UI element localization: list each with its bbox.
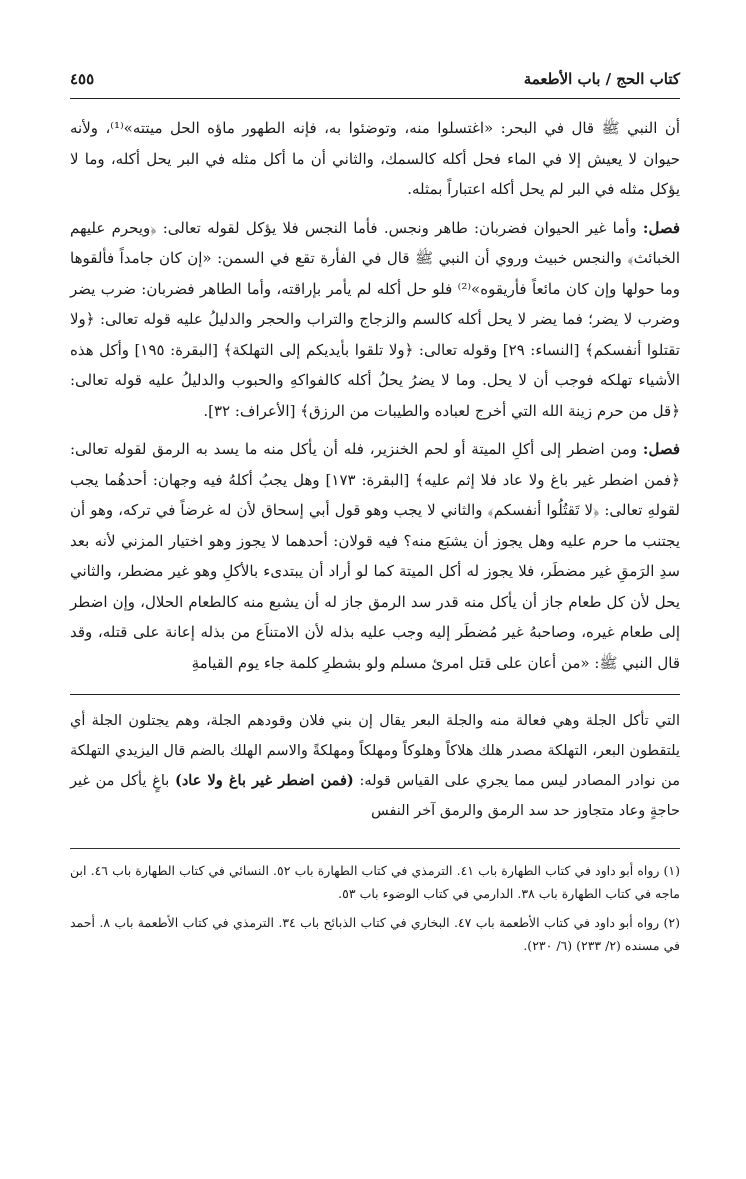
main-text	[70, 113, 680, 678]
commentary-text: باغٍ يأكل من غير حاجةٍ وعاد متجاوز حد سد الرمق والرمق آخر النفس	[70, 773, 680, 819]
running-header	[70, 70, 680, 92]
section-lead: فصل:	[642, 218, 680, 237]
footnote-1: (١) رواه أبو داود في كتاب الطهارة باب ٤١. الترمذي في كتاب الطهارة باب ٥٢. النسائي في كتاب الطهارة باب ٤٦. ابن ماجه في كتاب الطهارة باب ٣٨. الدارمي في كتاب الوضوء باب ٥٣.	[70, 863, 681, 901]
footnote-divider	[70, 848, 680, 849]
paragraph-text: وأما غير الحيوان فضربان: طاهر ونجس. فأما النجس فلا يؤكل لقوله تعالى: ﴿ويحرم عليهم الخبائث﴾ والنجس خبيث وروي أن النبي ﷺ قال في الفأرة تقع في السمن: «إن كان جامداً فألقوها وما حولها وإن كان مائعاً فأريقوه»⁽²⁾ فلو حل أكله لم يأمر بإراقته، وأما الطاهر فضربان: ضرب يضر وضرب لا يضر؛ فما يضر لا يحل أكله كالسم والزجاج والتراب والحجر والدليلُ عليه قوله تعالى: ﴿ولا تقتلوا أنفسكم﴾ [النساء: ٢٩] وقوله تعالى: ﴿ولا تلقوا بأيديكم إلى التهلكة﴾ [البقرة: ١٩٥] وأكل هذه الأشياء تهلكه فوجب أن لا يحل. وما لا يضرُ يحلُ أكله كالفواكهِ والحبوب والدليلُ عليه قوله تعالى: ﴿قل من حرم زينة الله التي أخرج لعباده والطيبات من الرزق﴾ [الأعراف: ٣٢].	[70, 218, 680, 420]
commentary-divider	[70, 694, 680, 695]
commentary-section	[70, 707, 680, 826]
paragraph-text: ومن اضطر إلى أكلِ الميتة أو لحم الخنزير، فله أن يأكل منه ما يسد به الرمق لقوله تعالى: ﴿فمن اضطر غير باغ ولا عاد فلا إثم عليه﴾ [البقرة: ١٧٣] وهل يجبُ أكلهُ فيه وجهان: أحدهُما يجب لقولهِ تعالى: ﴿لا تَقتُلُوا أنفسكم﴾ والثاني لا يجب وهو قول أبي إسحاق لأن له غرضاً في تركه، وهو أن يجتنب ما حرم عليه وهل يجوز أن يشبَع منه؟ فيه قولان: أحدهما لا يجوز وهو اختيار المزني لأنه بعد سدِ الرَمقِ غير مضطَر، فلا يجوز له أكل الميتة كما لو أراد أن يبتدىء بالأكلِ وهو غير مضطر، والثاني يحل لأن كل طعام جاز أن يأكل منه قدر سد الرمق جاز له أن يشبع منه كالطعام الحلال، وإن اضطر إلى طعام غيره، وصاحبهُ غير مُضطَر إليه وجب عليه بذله لأن الامتناَع من بذله إعانة على قتله، وقد قال النبي ﷺ: «من أعان على قتل امرئ مسلم ولو بشطرِ كلمة جاء يوم القيامةِ	[70, 440, 680, 672]
section-lead: فصل:	[642, 440, 680, 458]
page-number: ٤٥٥	[70, 70, 95, 88]
commentary-quote: (فمن اضطر غير باغ ولا عاد)	[174, 772, 354, 789]
header-divider	[70, 98, 680, 99]
paragraph-text: أن النبي ﷺ قال في البحر: «اغتسلوا منه، وتوضئوا به، فإنه الطهور ماؤه الحل ميتته»⁽¹⁾، ولأنه حيوان لا يعيش إلا في الماء فحل أكله كالسمك، والثاني أن ما أكل مثله في البر يحل أكله، وما لا يؤكل مثله في البر لم يحل أكله اعتباراً بمثله.	[70, 119, 680, 198]
footnote-2: (٢) رواه أبو داود في كتاب الأطعمة باب ٤٧. البخاري في كتاب الذبائح باب ٣٤. الترمذي في كتاب الأطعمة باب ٨. أحمد في مسنده (٢/ ٢٣٣) (٦/ ٢٣٠).	[70, 915, 681, 953]
paragraph	[70, 434, 680, 678]
book-page	[70, 70, 680, 963]
commentary-text: التي تأكل الجلة وهي فعالة منه والجلة البعر يقال إن بني فلان وقودهم الجلة، وهم يجتلون الجلة أي يلتقطون البعر، التهلكة مصدر هلك هلاكاً وهلوكاً ومهلكاً ومهلكةً والاسم الهلك بالضم قال اليزيدي التهلكة من نوادر المصادر ليس مما يجري على القياس قوله:	[70, 713, 680, 789]
paragraph	[70, 213, 680, 427]
commentary-paragraph	[70, 707, 680, 826]
footnotes	[70, 859, 680, 957]
header-title: كتاب الحج / باب الأطعمة	[523, 70, 680, 88]
paragraph	[70, 113, 680, 205]
